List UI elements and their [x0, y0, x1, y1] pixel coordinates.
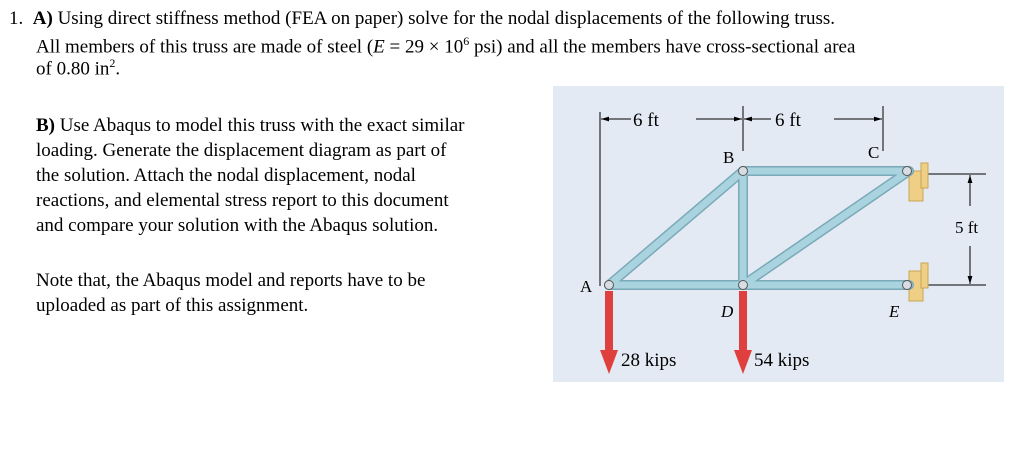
pin-d — [739, 281, 748, 290]
pin-b — [739, 167, 748, 176]
problem-a-line2 — [36, 30, 855, 58]
part-b-line4: reactions, and elemental stress report to this document — [36, 190, 449, 211]
load-d-label: 54 kips — [754, 350, 810, 371]
part-b-text-1: Use Abaqus to model this truss with the exact similar — [59, 115, 465, 136]
problem-a-line3 — [36, 52, 120, 80]
area-exponent: 2 — [109, 56, 116, 70]
pin-a — [605, 281, 614, 290]
modulus-symbol: E — [373, 36, 385, 58]
part-a-text-2c: psi) and all the members have cross-sectional area — [469, 36, 856, 58]
part-b-line2: loading. Generate the displacement diagram as part of — [36, 140, 447, 161]
truss-figure — [553, 86, 1004, 382]
note-line1: Note that, the Abaqus model and reports have to be — [36, 270, 426, 291]
part-a-text-3b: . — [115, 58, 121, 80]
node-e-label: E — [889, 302, 900, 321]
node-d-label: D — [721, 302, 734, 321]
node-a-label: A — [580, 277, 593, 296]
note-line2: uploaded as part of this assignment. — [36, 295, 309, 316]
pin-e — [903, 281, 912, 290]
pin-c — [903, 167, 912, 176]
part-a-text-1: Using direct stiffness method (FEA on paper) solve for the nodal displacements of the following truss. — [57, 8, 836, 29]
load-a-label: 28 kips — [621, 350, 677, 371]
problem-a-line1 — [9, 8, 835, 30]
problem-number: 1. — [9, 8, 24, 29]
part-a-text-2b: = 29 × 10 — [384, 36, 464, 58]
part-a-label: A) — [32, 8, 53, 29]
node-c-label: C — [868, 143, 880, 162]
member-dc — [743, 171, 909, 285]
truss-diagram — [553, 86, 1004, 382]
part-a-text-3a: of 0.80 in — [36, 58, 110, 80]
dim-height-label: 5 ft — [955, 218, 979, 237]
part-b-line5: and compare your solution with the Abaqus solution. — [36, 215, 439, 236]
load-arrow-d — [734, 291, 752, 374]
part-b-line1 — [36, 115, 465, 137]
member-ab — [609, 171, 743, 285]
part-a-text-2a: All members of this truss are made of steel ( — [36, 36, 374, 58]
load-arrow-a — [600, 291, 618, 374]
modulus-exponent: 6 — [463, 34, 470, 48]
dim-right-label: 6 ft — [775, 110, 801, 131]
part-b-line3: the solution. Attach the nodal displacement, nodal — [36, 165, 416, 186]
part-b-label: B) — [36, 115, 55, 136]
node-b-label: B — [723, 148, 735, 167]
dim-left-label: 6 ft — [633, 110, 659, 131]
